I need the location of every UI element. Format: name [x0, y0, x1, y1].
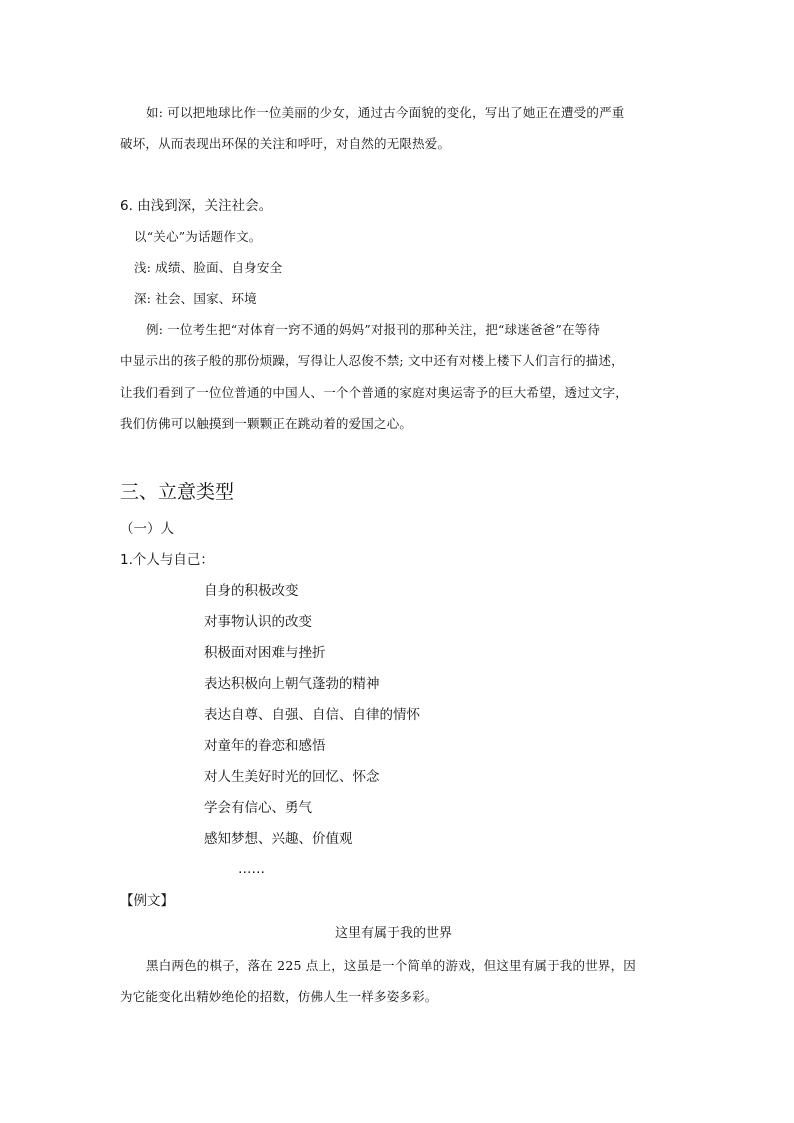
example-line-1: 如: 可以把地球比作一位美丽的少女，通过古今面貌的变化，写出了她正在遭受的严重 — [146, 105, 625, 120]
essay-line-2: 为它能变化出精妙绝伦的招数，仿佛人生一样多姿多彩。 — [120, 989, 438, 1004]
section-6-example-line-1: 例: 一位考生把“对体育一窍不通的妈妈”对报刊的那种关注，把“球迷爸爸”在等待 — [146, 322, 601, 337]
subsection-people: （一）人 — [120, 521, 174, 537]
section-3-heading: 三、立意类型 — [120, 481, 235, 503]
essay-line-1: 黑白两色的棋子，落在 225 点上，这虽是一个简单的游戏，但这里有属于我的世界，因 — [146, 958, 637, 973]
list-item: 感知梦想、兴趣、价值观 — [204, 831, 353, 847]
section-6-topic: 以“关心”为话题作文。 — [134, 229, 262, 244]
example-line-2: 破坏，从而表现出环保的关注和呼吁，对自然的无限热爱。 — [120, 136, 451, 151]
section-6-example-line-3: 让我们看到了一位位普通的中国人、一个个普通的家庭对奥运寄予的巨大希望，透过文字， — [120, 385, 629, 400]
list-item: 对事物认识的改变 — [204, 614, 312, 630]
list-item: 积极面对困难与挫折 — [204, 645, 326, 661]
essay-title: 这里有属于我的世界 — [335, 926, 453, 941]
list-item: 对人生美好时光的回忆、怀念 — [204, 769, 380, 785]
section-6-example-line-4: 我们仿佛可以触摸到一颗颗正在跳动着的爱国之心。 — [120, 416, 413, 431]
list-item: 表达积极向上朝气蓬勃的精神 — [204, 676, 380, 692]
essay-label: 【例文】 — [120, 893, 174, 909]
list-ellipsis: …… — [238, 861, 265, 877]
list-item: 表达自尊、自强、自信、自律的情怀 — [204, 707, 420, 723]
list-item: 对童年的眷恋和感悟 — [204, 738, 326, 754]
item-self: 1.个人与自己： — [120, 552, 214, 568]
section-6-example-line-2: 中显示出的孩子般的那份烦躁，写得让人忍俊不禁; 文中还有对楼上楼下人们言行的描述， — [120, 353, 624, 368]
list-item: 自身的积极改变 — [204, 583, 299, 599]
section-6-deep: 深: 社会、国家、环境 — [134, 291, 257, 306]
section-6-title: 6. 由浅到深，关注社会。 — [120, 198, 273, 214]
list-item: 学会有信心、勇气 — [204, 800, 312, 816]
section-6-shallow: 浅: 成绩、脸面、自身安全 — [134, 260, 283, 275]
